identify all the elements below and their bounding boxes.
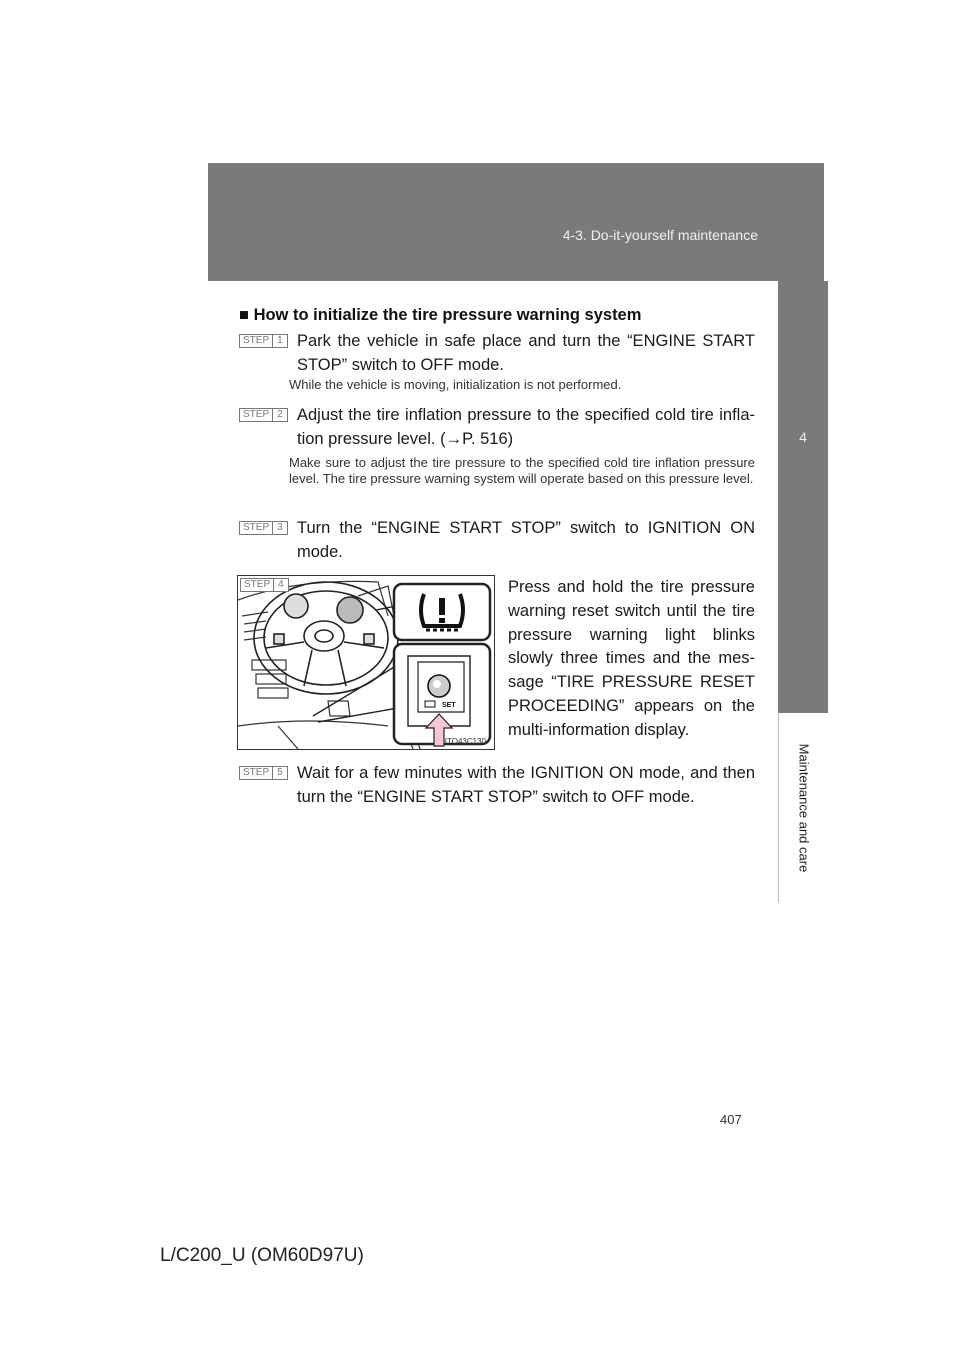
step-1-text: Park the vehicle in safe place and turn the “ENGINE START STOP” switch to OFF mode. [297,332,755,374]
step-4-figure [237,575,495,750]
page-number: 407 [720,1112,742,1127]
step-4-badge: STEP 4 [240,578,289,592]
header-bar [208,163,824,281]
step-1-note: While the vehicle is moving, initialization is not performed. [289,377,622,392]
chapter-title-tab [778,713,829,903]
step-4-text: Press and hold the tire pressure warning reset switch until the tire pressure warning light blinks slowly three times and the mes-sage “TIRE PRESSURE RESET PROCEEDING” appears on the multi-information display. [508,578,755,739]
step-1-badge: STEP 1 [239,334,288,348]
dashboard-illustration [238,576,494,749]
switch-label: SET [442,702,456,709]
tire-pressure-warning-icon [394,584,490,640]
step-5-badge: STEP 5 [239,766,288,780]
step-5-text: Wait for a few minutes with the IGNITION ON mode, and then turn the “ENGINE START STOP” switch to OFF mode. [297,764,755,806]
section-heading [239,306,641,325]
step-2-note: Make sure to adjust the tire pressure to the specified cold tire inflation pressure level. The tire pressure warning system will operate based on this pressure level. [289,455,755,486]
step-2-text: Adjust the tire inflation pressure to the specified cold tire infla-tion pressure level. (→P. 516) [297,406,755,448]
figure-code: ITO43C130 [444,737,486,746]
step-3-badge: STEP 3 [239,521,288,535]
chapter-title: Maintenance and care [796,743,812,873]
chapter-number: 4 [799,429,807,445]
step-2-badge: STEP 2 [239,408,288,422]
step-3-text: Turn the “ENGINE START STOP” switch to IGNITION ON mode. [297,519,755,561]
heading-bullet: ■ [239,306,249,324]
chapter-tab [778,281,828,713]
heading-text: How to initialize the tire pressure warning system [253,306,642,324]
model-code: L/C200_U (OM60D97U) [160,1245,364,1266]
section-title: 4-3. Do-it-yourself maintenance [562,227,758,243]
